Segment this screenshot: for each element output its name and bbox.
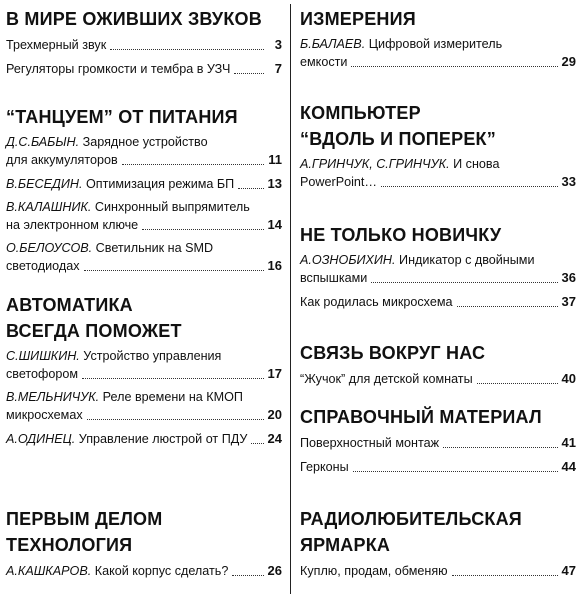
page-number: 24	[267, 431, 282, 446]
section-heading-line: НЕ ТОЛЬКО НОВИЧКУ	[300, 225, 502, 245]
page-number: 3	[274, 37, 282, 52]
entry-title-wrap	[6, 349, 221, 363]
page-number: 29	[561, 54, 576, 69]
toc-entry[interactable]	[300, 562, 576, 580]
page-number: 26	[267, 563, 282, 578]
toc-section	[300, 222, 576, 317]
entry-line	[6, 257, 282, 275]
entry-line	[6, 151, 282, 169]
entry-title: “Жучок” для детской комнаты	[300, 372, 473, 386]
entry-title: Оптимизация режима БП	[82, 177, 235, 191]
toc-section	[300, 506, 576, 586]
entry-title: вспышками	[300, 271, 368, 285]
toc-entry[interactable]	[300, 434, 576, 452]
entry-title-wrap	[300, 37, 502, 51]
page-number: 44	[561, 459, 576, 474]
entry-line	[6, 562, 282, 580]
entry-title-wrap	[300, 157, 499, 171]
entry-line	[6, 365, 282, 383]
entry-line	[6, 199, 282, 216]
page-number: 17	[267, 366, 282, 381]
entry-title-wrap	[6, 217, 138, 234]
toc-entry[interactable]	[300, 458, 576, 476]
entry-title: Поверхностный монтаж	[300, 436, 440, 450]
page-number: 20	[267, 407, 282, 422]
entry-title-wrap	[300, 563, 448, 580]
entry-line	[300, 36, 576, 53]
entry-line	[6, 60, 282, 78]
entry-title: на электронном ключе	[6, 218, 139, 232]
entry-title: Устройство управления	[79, 349, 222, 363]
section-heading	[300, 6, 576, 32]
entry-line	[6, 389, 282, 406]
entry-title-wrap	[6, 390, 243, 404]
toc-section	[6, 292, 282, 454]
dot-leader	[452, 574, 558, 576]
entry-title-wrap	[6, 366, 78, 383]
entry-line	[300, 434, 576, 452]
entry-author: О.БЕЛОУСОВ.	[6, 241, 93, 255]
entry-title-wrap	[6, 200, 250, 214]
dot-leader	[238, 187, 263, 189]
entry-line	[6, 430, 282, 448]
entry-line	[6, 406, 282, 424]
page-number: 11	[268, 152, 282, 167]
toc-section	[300, 404, 576, 482]
toc-section	[6, 104, 282, 281]
page-number: 36	[561, 270, 576, 285]
entry-line	[300, 156, 576, 173]
toc-entry[interactable]	[300, 370, 576, 388]
toc-entry[interactable]	[6, 348, 282, 383]
page-number: 33	[561, 174, 576, 189]
entry-title: Цифровой измеритель	[365, 37, 503, 51]
entry-line	[300, 269, 576, 287]
entry-line	[6, 134, 282, 151]
toc-section	[6, 506, 282, 586]
entry-title-wrap	[300, 371, 473, 388]
entry-title-wrap	[300, 459, 349, 476]
section-heading	[6, 104, 282, 130]
page-number: 41	[561, 435, 576, 450]
dot-leader	[122, 163, 264, 165]
toc-entry[interactable]	[300, 252, 576, 287]
section-heading-line: СПРАВОЧНЫЙ МАТЕРИАЛ	[300, 407, 542, 427]
page-number: 16	[267, 258, 282, 273]
toc-entry[interactable]	[6, 199, 282, 234]
entry-author: А.КАШКАРОВ.	[6, 564, 92, 578]
section-heading-line: В МИРЕ ОЖИВШИХ ЗВУКОВ	[6, 9, 262, 29]
entry-title-wrap	[6, 241, 213, 255]
entry-line	[6, 36, 282, 54]
dot-leader	[234, 72, 264, 74]
entry-line	[300, 252, 576, 269]
entry-line	[300, 173, 576, 191]
entry-line	[300, 293, 576, 311]
dot-leader	[477, 382, 558, 384]
entry-author: В.МЕЛЬНИЧУК.	[6, 390, 100, 404]
entry-title-wrap	[300, 253, 535, 267]
dot-leader	[351, 65, 557, 67]
entry-title-wrap	[6, 152, 118, 169]
entry-title: Трехмерный звук	[6, 38, 107, 52]
entry-title: емкости	[300, 55, 348, 69]
page-number: 40	[561, 371, 576, 386]
entry-title: И снова	[449, 157, 500, 171]
column-divider	[290, 4, 291, 594]
entry-author: С.ШИШКИН.	[6, 349, 80, 363]
section-heading	[300, 222, 576, 248]
entry-title: PowerPoint…	[300, 175, 377, 189]
entry-title-wrap	[6, 407, 83, 424]
section-heading-line: ЯРМАРКА	[300, 535, 391, 555]
entry-author: Б.БАЛАЕВ.	[300, 37, 366, 51]
dot-leader	[353, 470, 558, 472]
entry-title-wrap	[6, 431, 247, 448]
entry-line	[6, 175, 282, 193]
toc-entry[interactable]	[6, 240, 282, 275]
toc-section	[300, 100, 576, 197]
dot-leader	[443, 446, 558, 448]
section-heading	[6, 292, 282, 344]
toc-section	[300, 340, 576, 394]
toc-entry[interactable]	[6, 389, 282, 424]
entry-title: Реле времени на КМОП	[99, 390, 243, 404]
entry-title: Как родилась микросхема	[300, 295, 453, 309]
entry-title-wrap	[300, 270, 367, 287]
entry-title-wrap	[6, 563, 228, 580]
page-number: 37	[561, 294, 576, 309]
entry-title: Светильник на SMD	[92, 241, 214, 255]
entry-title: Синхронный выпрямитель	[91, 200, 250, 214]
toc-entry[interactable]	[300, 293, 576, 311]
page-number: 13	[267, 176, 282, 191]
entry-line	[6, 216, 282, 234]
entry-author: Д.С.БАБЫН.	[6, 135, 80, 149]
entry-title: Какой корпус сделать?	[91, 564, 229, 578]
entry-line	[6, 240, 282, 257]
dot-leader	[232, 574, 263, 576]
dot-leader	[371, 281, 557, 283]
entry-title: Герконы	[300, 460, 349, 474]
page-number: 7	[274, 61, 282, 76]
entry-title-wrap	[6, 61, 230, 78]
entry-title-wrap	[300, 174, 377, 191]
toc-entry[interactable]	[6, 134, 282, 169]
dot-leader	[82, 377, 263, 379]
entry-title-wrap	[6, 135, 208, 149]
toc-entry[interactable]	[300, 156, 576, 191]
entry-title-wrap	[6, 258, 80, 275]
entry-line	[300, 53, 576, 71]
section-heading	[300, 506, 576, 558]
toc-entry[interactable]	[6, 175, 282, 193]
entry-author: В.БЕСЕДИН.	[6, 177, 83, 191]
section-heading	[6, 6, 282, 32]
entry-author: А.ОДИНЕЦ.	[6, 432, 76, 446]
entry-title: Управление люстрой от ПДУ	[75, 432, 248, 446]
entry-title: микросхемах	[6, 408, 83, 422]
entry-title: светофором	[6, 367, 79, 381]
section-heading-line: ПЕРВЫМ ДЕЛОМ	[6, 509, 163, 529]
toc-entry[interactable]	[6, 36, 282, 54]
dot-leader	[87, 418, 264, 420]
section-heading	[6, 506, 282, 558]
entry-title-wrap	[300, 54, 347, 71]
entry-title-wrap	[300, 435, 439, 452]
entry-title-wrap	[6, 176, 234, 193]
entry-title: Зарядное устройство	[79, 135, 208, 149]
entry-line	[300, 458, 576, 476]
section-heading-line: СВЯЗЬ ВОКРУГ НАС	[300, 343, 486, 363]
section-heading-line: “ВДОЛЬ И ПОПЕРЕК”	[300, 129, 496, 149]
section-heading-line: ИЗМЕРЕНИЯ	[300, 9, 416, 29]
entry-title-wrap	[300, 294, 453, 311]
section-heading-line: КОМПЬЮТЕР	[300, 103, 421, 123]
section-heading-line: ВСЕГДА ПОМОЖЕТ	[6, 321, 182, 341]
section-heading-line: ТЕХНОЛОГИЯ	[6, 535, 133, 555]
dot-leader	[381, 185, 558, 187]
toc-section	[300, 6, 576, 77]
toc-entry[interactable]	[6, 430, 282, 448]
page-number: 14	[267, 217, 282, 232]
section-heading-line: РАДИОЛЮБИТЕЛЬСКАЯ	[300, 509, 522, 529]
entry-title: Индикатор с двойными	[395, 253, 535, 267]
entry-author: А.ОЗНОБИХИН.	[300, 253, 396, 267]
section-heading-line: “ТАНЦУЕМ” ОТ ПИТАНИЯ	[6, 107, 238, 127]
entry-title: Куплю, продам, обменяю	[300, 564, 448, 578]
section-heading	[300, 100, 576, 152]
entry-title: светодиодах	[6, 259, 80, 273]
section-heading-line: АВТОМАТИКА	[6, 295, 133, 315]
section-heading	[300, 340, 576, 366]
page-number: 47	[561, 563, 576, 578]
entry-title: Регуляторы громкости и тембра в УЗЧ	[6, 62, 231, 76]
toc-entry[interactable]	[6, 562, 282, 580]
toc-entry[interactable]	[300, 36, 576, 71]
entry-line	[300, 370, 576, 388]
section-heading	[300, 404, 576, 430]
entry-line	[6, 348, 282, 365]
dot-leader	[457, 305, 558, 307]
entry-title-wrap	[6, 37, 106, 54]
dot-leader	[84, 269, 264, 271]
entry-line	[300, 562, 576, 580]
toc-section	[6, 6, 282, 84]
entry-author: В.КАЛАШНИК.	[6, 200, 92, 214]
entry-title: для аккумуляторов	[6, 153, 118, 167]
dot-leader	[251, 442, 263, 444]
toc-entry[interactable]	[6, 60, 282, 78]
dot-leader	[142, 228, 263, 230]
entry-author: А.ГРИНЧУК, С.ГРИНЧУК.	[300, 157, 450, 171]
dot-leader	[110, 48, 264, 50]
